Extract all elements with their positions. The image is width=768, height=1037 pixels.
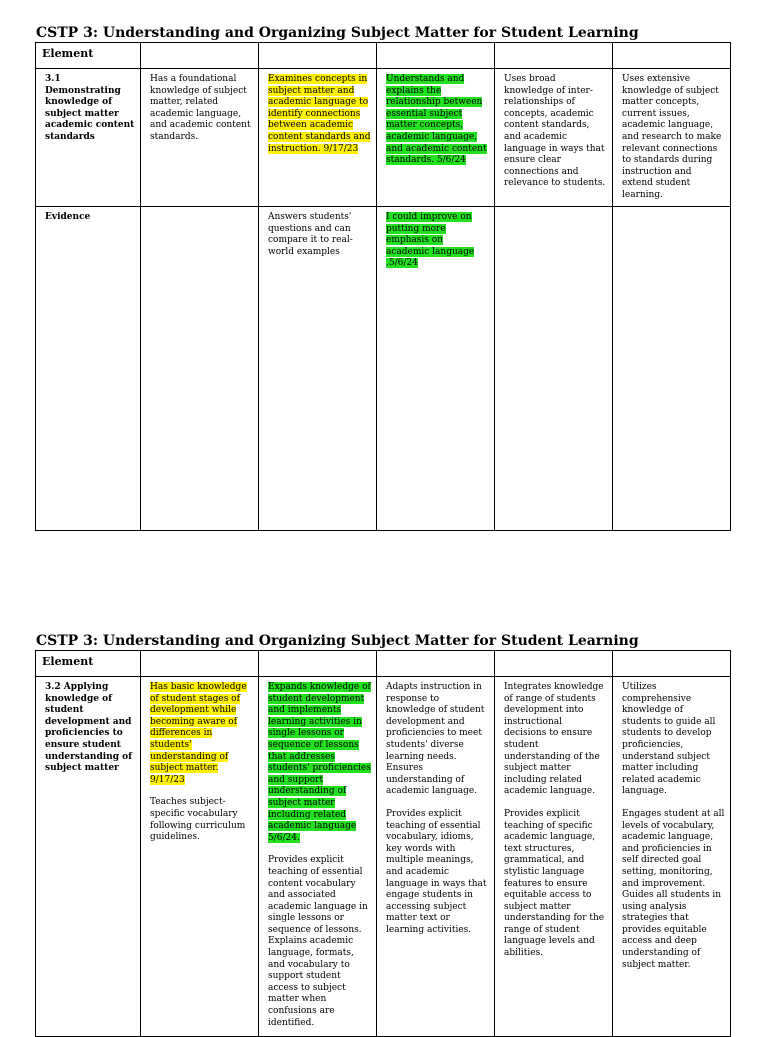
cell-text: Utilizes comprehensive knowledge of students to guide all students to develop proficiencies, understand subject matter including related academic language.: [622, 682, 716, 797]
element-label: 3.1 Demonstrating knowledge of subject matter academic content standards: [36, 69, 141, 207]
emerging-cell: [141, 677, 259, 1037]
cell-text: Integrates knowledge of range of students development into instructional decisions to ensure student understanding of the subject matter including related academic language.: [504, 682, 604, 797]
evidence-cell: Answers students' questions and can compare it to real-world examples: [259, 207, 377, 531]
exploring-cell: [259, 677, 377, 1037]
emerging-cell: Has a foundational knowledge of subject matter, related academic language, and academic content standards.: [141, 69, 259, 207]
cell-text: Provides explicit teaching of specific academic language, text structures, grammatical, and stylistic language features to ensure equitable access to subject matter understanding for the range of student language levels and abilities.: [504, 808, 605, 959]
applying-cell: [377, 677, 495, 1037]
section-title: CSTP 3: Understanding and Organizing Subject Matter for Student Learning: [36, 25, 639, 41]
evidence-cell: [377, 207, 495, 531]
exploring-cell: [259, 69, 377, 207]
cell-text: Provides explicit teaching of essential content vocabulary and associated academic language in single lessons or sequence of lessons. Explains academic language, formats, and vocabulary to support student access to subject matter when confusions are identified.: [268, 855, 368, 1028]
header-row: [36, 651, 731, 677]
cell-text: Provides explicit teaching of essential vocabulary, idioms, key words with multiple meanings, and academic language in ways that engage students in accessing subject matter text or learning activities.: [386, 808, 487, 935]
highlighted-text: Expands knowledge of student development and implements learning activities in single lessons or sequence of lessons that addresses students' proficiencies and support understanding of subject matter including related academic language 5/6/24.: [268, 682, 371, 843]
innovating-cell: Uses extensive knowledge of subject matter concepts, current issues, academic language, and research to make relevant connections to standards during instruction and extend student learning.: [613, 69, 731, 207]
evidence-row: [36, 207, 731, 531]
integrating-cell: Uses broad knowledge of inter-relationships of concepts, academic content standards, and academic language in ways that ensure clear connections and relevance to students.: [495, 69, 613, 207]
cell-text: Engages student at all levels of vocabulary, academic language, and proficiencies in self directed goal setting, monitoring, and improvement. Guides all students in using analysis strategies that provides equitable access and deep understanding of subject matter.: [622, 808, 725, 970]
highlighted-text: Examines concepts in subject matter and academic language to identify connections between academic content standards and instruction. 9/17/23: [268, 74, 371, 154]
applying-cell: [377, 69, 495, 207]
highlighted-text: Has basic knowledge of student stages of development while becoming aware of differences in students' understanding of subject matter. 9/17/23: [150, 682, 247, 785]
element-header: Element: [36, 651, 141, 677]
highlighted-text: Understands and explains the relationship between essential subject matter concepts, academic language, and academic content standards. 5/6/24: [386, 74, 487, 166]
section-3-2: [35, 632, 730, 1037]
integrating-cell: [495, 677, 613, 1037]
element-row: [36, 69, 731, 207]
element-row: [36, 677, 731, 1037]
element-label: 3.2 Applying knowledge of student development and proficiencies to ensure student understanding of subject matter: [36, 677, 141, 1037]
innovating-cell: [613, 677, 731, 1037]
rubric-table: [35, 650, 731, 1037]
evidence-label: Evidence: [36, 207, 141, 531]
rubric-table: [35, 42, 731, 531]
header-row: [36, 43, 731, 69]
element-header: Element: [36, 43, 141, 69]
cell-text: Teaches subject-specific vocabulary following curriculum guidelines.: [150, 797, 246, 843]
highlighted-text: I could improve on putting more emphasis on academic language .5/6/24: [386, 212, 475, 269]
section-title: CSTP 3: Understanding and Organizing Subject Matter for Student Learning: [36, 633, 639, 649]
cell-text: Adapts instruction in response to knowledge of student development and proficiencies to meet students' diverse learning needs. Ensures understanding of academic language.: [386, 682, 485, 797]
section-3-1: [35, 24, 730, 531]
